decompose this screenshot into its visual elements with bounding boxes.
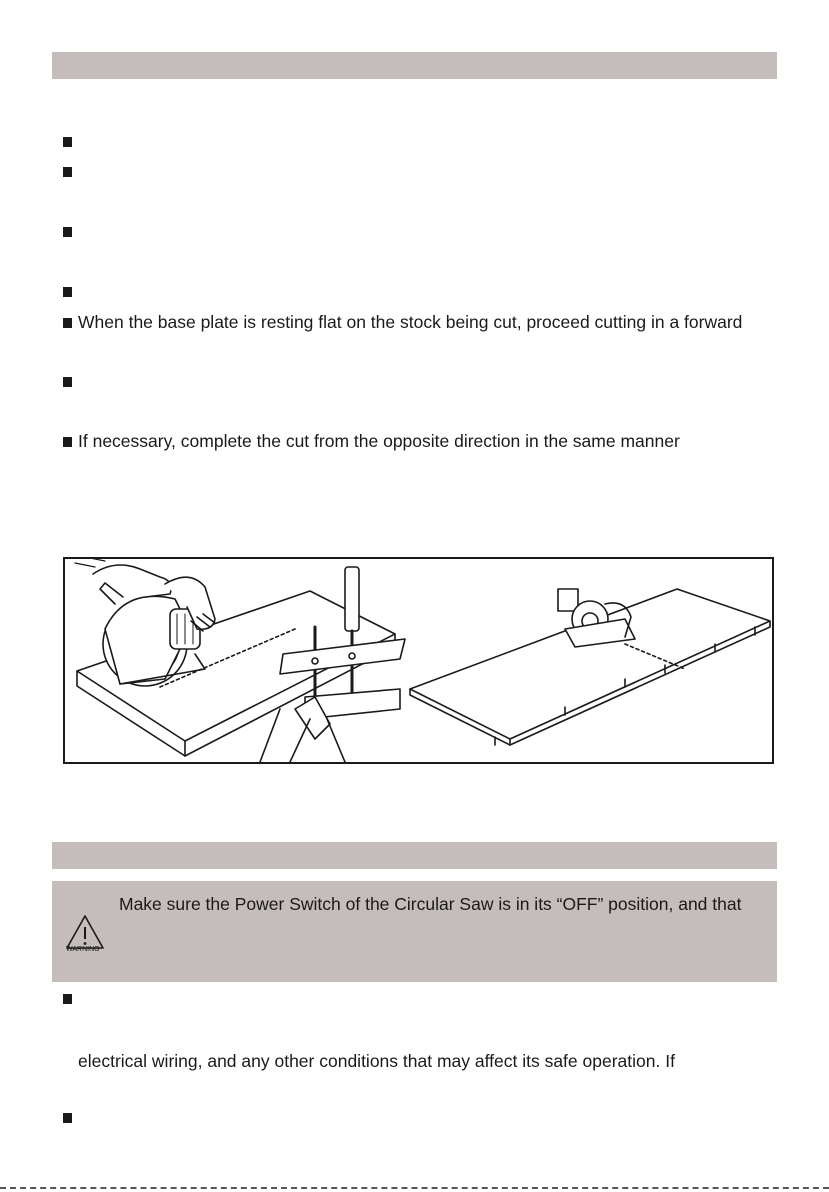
bullet-square-icon xyxy=(63,137,72,147)
bullet-square-icon xyxy=(63,1113,72,1123)
page-bottom-border xyxy=(0,1187,829,1189)
bullet-item xyxy=(63,312,742,332)
warning-icon-label: WARNING xyxy=(66,946,100,953)
saw-cutting-illustration xyxy=(63,557,774,764)
warning-triangle-icon xyxy=(65,914,105,950)
illustration-drawing xyxy=(65,559,772,762)
bullet-square-icon xyxy=(63,287,72,297)
section-header-bar-bottom xyxy=(52,842,777,869)
warning-box xyxy=(52,881,777,982)
warning-text: Make sure the Power Switch of the Circular Saw is in its “OFF” position, and that xyxy=(119,894,742,914)
bullet-square-icon xyxy=(63,227,72,237)
continuation-text: electrical wiring, and any other conditions that may affect its safe operation. If xyxy=(78,1051,675,1071)
bullet-square-icon xyxy=(63,994,72,1004)
section-header-bar-top xyxy=(52,52,777,79)
bullet-square-icon xyxy=(63,167,72,177)
bullet-square-icon xyxy=(63,377,72,387)
bullet-text: If necessary, complete the cut from the opposite direction in the same manner xyxy=(78,431,680,451)
bullet-square-icon xyxy=(63,437,72,447)
bullet-text: When the base plate is resting flat on the stock being cut, proceed cutting in a forward xyxy=(78,312,743,332)
bullet-item xyxy=(63,431,680,451)
bullet-square-icon xyxy=(63,318,72,328)
